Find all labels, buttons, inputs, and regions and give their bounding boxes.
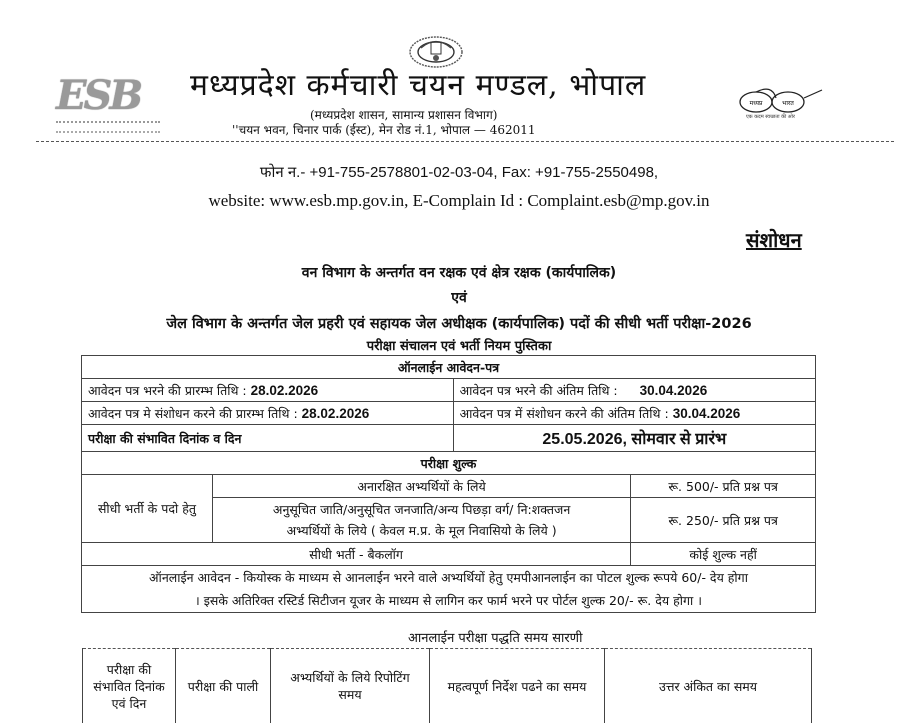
portal-fee-note [82, 566, 816, 613]
portal-fee-note-line1: ऑनलाईन आवेदन - कियोस्क के माध्यम से आनलाईन भरने वाले अभ्यर्थियों हेतु एमपीआनलाईन का पोटल शुल्क रूपये 60/- देय होगा [88, 566, 809, 589]
fee-category-reserved-line1: अनुसूचित जाति/अनुसूचित जनजाति/अन्य पिछड़ा वर्ग/ नि:शक्तजन [219, 499, 624, 520]
apply-end-cell [453, 379, 815, 402]
edit-start-label: आवेदन पत्र मे संशोधन करने की प्रारम्भ तिथि : [88, 406, 298, 421]
org-address: ''चयन भवन, चिनार पार्क (ईस्ट), मेन रोड नं.1, भोपाल — 462011 [232, 121, 536, 138]
edit-end-date: 30.04.2026 [673, 406, 741, 421]
col-reporting-time: अभ्यर्थियों के लिये रिपोटिंग समय [271, 649, 430, 723]
notice-heading-2: एवं [0, 288, 918, 307]
application-title: ऑनलाईन आवेदन-पत्र [82, 356, 816, 379]
col-instruction-time: महत्वपूर्ण निर्देश पढने का समय [430, 649, 605, 723]
table-row [82, 566, 816, 613]
contact-phone: फोन न.- +91-755-2578801-02-03-04, Fax: +91-755-2550498, [0, 162, 918, 182]
fee-category-reserved [212, 498, 630, 543]
state-emblem-icon [407, 30, 465, 70]
table-row [82, 543, 816, 566]
table-header-row [83, 649, 812, 723]
apply-start-date: 28.02.2026 [251, 383, 319, 398]
amendment-label: संशोधन [746, 226, 802, 253]
edit-start-date: 28.02.2026 [302, 406, 370, 421]
table-row [82, 379, 816, 402]
apply-start-label: आवेदन पत्र भरने की प्रारम्भ तिथि : [88, 383, 247, 398]
edit-start-cell [82, 402, 454, 425]
header-divider [36, 141, 894, 142]
exam-date-value: 25.05.2026, सोमवार से प्रारंभ [453, 425, 815, 452]
fee-group-label: सीधी भर्ती के पदो हेतु [82, 475, 213, 543]
portal-fee-note-line2: । इसके अतिरिक्त रस्टिर्ड सिटीजन यूजर के माध्यम से लागिन कर फार्म भरने पर पोर्टल शुल्क 20/- रू. देय होगा । [88, 589, 809, 612]
edit-end-label: आवेदन पत्र में संशोधन करने की अंतिम तिथि : [460, 406, 669, 421]
org-subtitle: (मध्यप्रदेश शासन, सामान्य प्रशासन विभाग) [310, 106, 497, 123]
apply-end-label: आवेदन पत्र भरने की अंतिम तिथि : [460, 383, 618, 398]
svg-text:मध्यप्र: मध्यप्र [750, 100, 763, 107]
notice-heading-1: वन विभाग के अन्तर्गत वन रक्षक एवं क्षेत्र रक्षक (कार्यपालिक) [0, 263, 918, 282]
col-answer-time: उत्तर अंकित का समय [605, 649, 812, 723]
backlog-label: सीधी भर्ती - बैकलॉग [82, 543, 631, 566]
fee-title: परीक्षा शुल्क [82, 452, 816, 475]
apply-end-date: 30.04.2026 [640, 383, 708, 398]
esb-logo-subtext [56, 121, 160, 133]
fee-category-general: अनारक्षित अभ्यर्थियों के लिये [212, 475, 630, 498]
esb-logo-letters: ESB [56, 75, 160, 117]
spectacles-icon [732, 82, 824, 116]
apply-start-cell [82, 379, 454, 402]
org-title: मध्यप्रदेश कर्मचारी चयन मण्डल, भोपाल [190, 68, 710, 104]
table-row [82, 475, 816, 498]
timetable-title: आनलाईन परीक्षा पद्धति समय सारणी [408, 628, 582, 646]
col-exam-date: परीक्षा की संभावित दिनांक एवं दिन [83, 649, 176, 723]
edit-end-cell [453, 402, 815, 425]
esb-logo [52, 75, 162, 135]
table-row [82, 356, 816, 379]
table-row [82, 452, 816, 475]
table-row [82, 425, 816, 452]
svg-text:भारत: भारत [782, 100, 794, 107]
notice-heading-4: परीक्षा संचालन एवं भर्ती नियम पुस्तिका [0, 336, 918, 354]
logo-tagline: एक कदम स्वच्छता की ओर [746, 114, 795, 120]
application-fee-table [81, 355, 816, 613]
fee-category-reserved-line2: अभ्यर्थियों के लिये ( केवल म.प्र. के मूल निवासियो के लिये ) [219, 520, 624, 541]
table-row [82, 402, 816, 425]
swachh-bharat-logo [732, 82, 824, 130]
fee-amount-general: रू. 500/- प्रति प्रश्न पत्र [631, 475, 816, 498]
exam-date-label: परीक्षा की संभावित दिनांक व दिन [82, 425, 454, 452]
notice-heading-3: जेल विभाग के अन्तर्गत जेल प्रहरी एवं सहायक जेल अधीक्षक (कार्यपालिक) पदों की सीधी भर्ती परीक्षा-2026 [0, 313, 918, 333]
col-exam-shift: परीक्षा की पाली [176, 649, 271, 723]
fee-amount-reserved: रू. 250/- प्रति प्रश्न पत्र [631, 498, 816, 543]
exam-timetable [82, 648, 812, 723]
contact-web: website: www.esb.mp.gov.in, E-Complain Id : Complaint.esb@mp.gov.in [0, 191, 918, 211]
backlog-fee: कोई शुल्क नहीं [631, 543, 816, 566]
